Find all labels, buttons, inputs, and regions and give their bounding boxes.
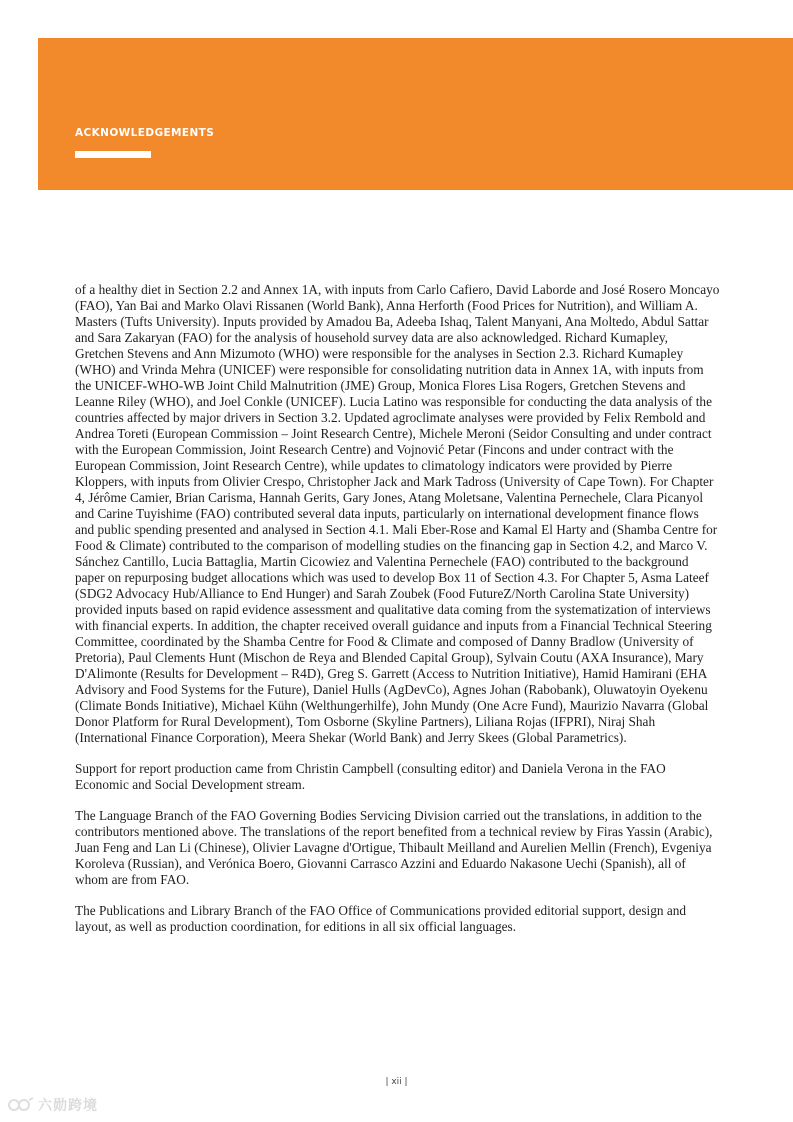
body-text bbox=[75, 282, 720, 950]
section-title: ACKNOWLEDGEMENTS bbox=[75, 127, 215, 139]
paragraph-contributors: of a healthy diet in Section 2.2 and Annex 1A, with inputs from Carlo Cafiero, David Laborde and José Rosero Moncayo (FAO), Yan Bai and Marko Olavi Rissanen (World Bank), Anna Herforth (Food Prices for Nutrition), and William A. Masters (Tufts University). Inputs provided by Amadou Ba, Adeeba Ishaq, Talent Manyani, Ana Moltedo, Abdul Sattar and Sara Zakaryan (FAO) for the analysis of household survey data are also acknowledged. Richard Kumapley, Gretchen Stevens and Ann Mizumoto (WHO) were responsible for the analyses in Section 2.3. Richard Kumapley (WHO) and Vrinda Mehra (UNICEF) were responsible for consolidating nutrition data in Annex 1A, with inputs from the UNICEF-WHO-WB Joint Child Malnutrition (JME) Group, Monica Flores Lisa Rogers, Gretchen Stevens and Leanne Riley (WHO), and Joel Conkle (UNICEF). Lucia Latino was responsible for conducting the data analysis of the countries affected by major drivers in Section 3.2. Updated agroclimate analyses were provided by Felix Rembold and Andrea Toreti (European Commission – Joint Research Centre), Michele Meroni (Seidor Consulting and under contract with the European Commission, Joint Research Centre) and Vojnović Petar (Fincons and under contract with the European Commission, Joint Research Centre), while updates to climatology indicators were provided by Pierre Kloppers, with inputs from Olivier Crespo, Christopher Jack and Mark Tadross (University of Cape Town). For Chapter 4, Jérôme Camier, Brian Carisma, Hannah Gerits, Gary Jones, Atang Moletsane, Valentina Pernechele, Clara Picanyol and Carine Tuyishime (FAO) contributed several data inputs, particularly on international development finance flows and public spending presented and analysed in Section 4.1. Mali Eber-Rose and Kamal El Harty and (Shamba Centre for Food & Climate) contributed to the comparison of modelling studies on the financing gap in Section 4.2, and Marco V. Sánchez Cantillo, Lucia Battaglia, Martin Cicowiez and Valentina Pernechele (FAO) contributed to the background paper on repurposing budget allocations which was used to develop Box 11 of Section 4.3. For Chapter 5, Asma Lateef (SDG2 Advocacy Hub/Alliance to End Hunger) and Sarah Zoubek (Food FutureZ/North Carolina State University) provided inputs based on rapid evidence assessment and qualitative data coming from the systematization of interviews with financial experts. In addition, the chapter received overall guidance and inputs from a Financial Technical Steering Committee, coordinated by the Shamba Centre for Food & Climate and composed of Danny Bradlow (University of Pretoria), Paul Clements Hunt (Mischon de Reya and Blended Capital Group), Sylvain Coutu (AXA Insurance), Mary D'Alimonte (Results for Development – R4D), Greg S. Garrett (Access to Nutrition Initiative), Hamid Hamirani (EHA Advisory and Food Systems for the Future), Daniel Hulls (AgDevCo), Agnes Johan (Rabobank), Oluwatoyin Oyekenu (Climate Bonds Initiative), Michael Kühn (Welthungerhilfe), John Mundy (One Acre Fund), Maurizio Navarra (Global Donor Platform for Rural Development), Tom Osborne (Skyline Partners), Liliana Rojas (IFPRI), Niraj Shah (International Finance Corporation), Meera Shekar (World Bank) and Jerry Skees (Global Parametrics). bbox=[75, 282, 720, 745]
page-number: | xii | bbox=[385, 1077, 408, 1087]
header-band bbox=[38, 38, 793, 190]
title-underline bbox=[75, 151, 151, 158]
watermark-logo-icon bbox=[8, 1096, 34, 1114]
paragraph-translations: The Language Branch of the FAO Governing Bodies Servicing Division carried out the translations, in addition to the contributors mentioned above. The translations of the report benefited from a technical review by Firas Yassin (Arabic), Juan Feng and Lan Li (Chinese), Olivier Lavagne d'Ortigue, Thibault Meilland and Aurelien Mellin (French), Evgeniya Koroleva (Russian), and Verónica Boero, Giovanni Carrasco Azzini and Eduardo Nakasone Uechi (Spanish), all of whom are from FAO. bbox=[75, 808, 713, 887]
watermark-text: 六勋跨境 bbox=[38, 1098, 98, 1114]
paragraph-publications: The Publications and Library Branch of the FAO Office of Communications provided editorial support, design and layout, as well as production coordination, for editions in all six official languages. bbox=[75, 903, 687, 934]
watermark bbox=[8, 1095, 98, 1115]
paragraph-production: Support for report production came from Christin Campbell (consulting editor) and Daniela Verona in the FAO Economic and Social Development stream. bbox=[75, 761, 666, 792]
